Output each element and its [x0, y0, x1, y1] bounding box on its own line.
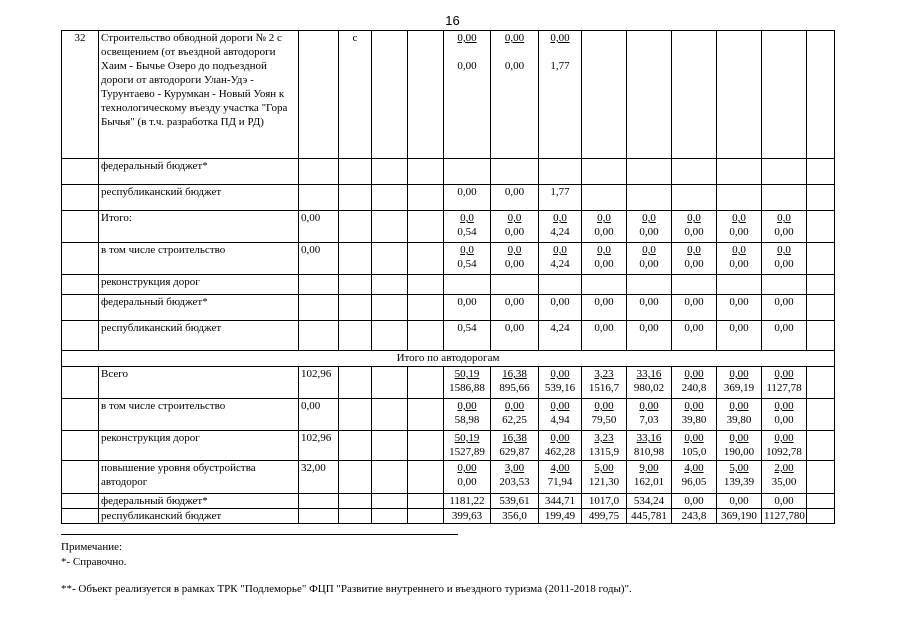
cell-empty — [62, 399, 99, 431]
value-cell: 0,00 105,0 — [672, 431, 717, 461]
cell-empty — [62, 509, 99, 524]
row-label: федеральный бюджет* — [99, 159, 299, 185]
cell-empty — [672, 275, 717, 295]
note-1: *- Справочно. — [61, 556, 127, 568]
cell-empty — [62, 295, 99, 321]
cell-empty — [339, 321, 372, 351]
value-cell: 0,0 0,00 — [582, 243, 627, 275]
value-cell: 0,00 1127,78 — [762, 367, 807, 399]
value-cell: 50,19 1527,89 — [444, 431, 491, 461]
row-label: в том числе строительство — [99, 399, 299, 431]
value-cell: 0,0 0,00 — [762, 243, 807, 275]
cell-empty — [717, 31, 762, 159]
note-2: **- Объект реализуется в рамках ТРК "Подлеморье" ФЦП "Развитие внутреннего и въездного туризма (2011-2018 годы)". — [61, 583, 632, 595]
cell-empty — [339, 367, 372, 399]
value-cell: 0,00 0,00 — [444, 461, 491, 494]
value-cell: 4,00 71,94 — [539, 461, 582, 494]
value-cell: 1181,22 — [444, 494, 491, 509]
value-cell: 369,190 — [717, 509, 762, 524]
cell-empty — [339, 159, 372, 185]
cell-empty — [807, 399, 835, 431]
cell-empty — [807, 431, 835, 461]
value-cell: 0,0 0,54 — [444, 211, 491, 243]
value-cell: 0,00 79,50 — [582, 399, 627, 431]
section-row — [62, 351, 835, 367]
cell-empty — [339, 509, 372, 524]
cell-empty — [539, 159, 582, 185]
value-cell: 0,0 0,54 — [444, 243, 491, 275]
cell-empty — [408, 431, 444, 461]
value-cell: 0,0 0,00 — [491, 211, 539, 243]
value-cell: 3,23 1315,9 — [582, 431, 627, 461]
value-cell: 344,71 — [539, 494, 582, 509]
value-cell: 0,00 — [672, 295, 717, 321]
cell-empty — [408, 494, 444, 509]
value-cell: 0,00 7,03 — [627, 399, 672, 431]
value-cell: 0,00 — [539, 295, 582, 321]
cell-empty — [807, 509, 835, 524]
cell-empty — [372, 461, 408, 494]
value-cell: 0,00 — [717, 494, 762, 509]
page-number: 16 — [445, 13, 460, 28]
value-cell: 0,00 — [672, 321, 717, 351]
value-cell: 0,0 0,00 — [672, 211, 717, 243]
cell-empty — [339, 211, 372, 243]
value-cell: 0,00 — [627, 321, 672, 351]
value-cell: 33,16 980,02 — [627, 367, 672, 399]
cell-empty — [582, 31, 627, 159]
value-cell: 0,00 — [627, 295, 672, 321]
budget-row — [62, 509, 835, 524]
value-cell: 0,00 — [672, 494, 717, 509]
value-cell: 0,0 0,00 — [627, 211, 672, 243]
cell-empty — [627, 185, 672, 211]
value-cell: 0,0 0,00 — [582, 211, 627, 243]
value-cell: 0,00 — [582, 295, 627, 321]
cell-empty — [672, 185, 717, 211]
total-value — [299, 185, 339, 211]
cell-empty — [372, 494, 408, 509]
cell-empty — [408, 399, 444, 431]
budget-row — [62, 243, 835, 275]
cell-empty — [582, 159, 627, 185]
value-cell: 0,00 1092,78 — [762, 431, 807, 461]
row-label: республиканский бюджет — [99, 185, 299, 211]
cell-empty — [807, 211, 835, 243]
cell-empty — [807, 367, 835, 399]
total-value — [299, 275, 339, 295]
row-label: в том числе строительство — [99, 243, 299, 275]
cell-empty — [62, 431, 99, 461]
value-cell: 0,00 369,19 — [717, 367, 762, 399]
cell-empty — [62, 243, 99, 275]
object-type-mark: с — [339, 31, 372, 159]
value-cell: 1017,0 — [582, 494, 627, 509]
cell-empty — [762, 159, 807, 185]
section-title: Итого по автодорогам — [62, 351, 835, 367]
cell-empty — [339, 399, 372, 431]
total-value: 102,96 — [299, 367, 339, 399]
cell-empty — [372, 399, 408, 431]
total-value: 32,00 — [299, 461, 339, 494]
total-value: 0,00 — [299, 399, 339, 431]
budget-row — [62, 399, 835, 431]
cell-empty — [372, 31, 408, 159]
value-cell: 0,00 62,25 — [491, 399, 539, 431]
value-cell: 4,24 — [539, 321, 582, 351]
value-cell: 0,00 58,98 — [444, 399, 491, 431]
value-cell: 0,00 — [582, 321, 627, 351]
row-label: реконструкция дорог — [99, 431, 299, 461]
value-cell: 33,16 810,98 — [627, 431, 672, 461]
cell-empty — [339, 295, 372, 321]
value-cell: 9,00 162,01 — [627, 461, 672, 494]
value-cell: 445,781 — [627, 509, 672, 524]
total-value — [299, 494, 339, 509]
budget-row — [62, 494, 835, 509]
cell-empty — [672, 159, 717, 185]
cell-empty — [408, 185, 444, 211]
cell-empty — [372, 185, 408, 211]
budget-table — [61, 30, 835, 524]
row-label: повышение уровня обустройства автодорог — [99, 461, 299, 494]
cell-empty — [762, 185, 807, 211]
budget-row — [62, 461, 835, 494]
cell-empty — [372, 509, 408, 524]
value-cell: 3,23 1516,7 — [582, 367, 627, 399]
cell-empty — [717, 275, 762, 295]
value-cell: 0,00 — [762, 321, 807, 351]
value-cell: 0,0 4,24 — [539, 211, 582, 243]
row-label: федеральный бюджет* — [99, 295, 299, 321]
value-cell: 5,00 139,39 — [717, 461, 762, 494]
value-cell: 0,0 0,00 — [717, 211, 762, 243]
value-cell: 0,0 0,00 — [672, 243, 717, 275]
cell-empty — [299, 31, 339, 159]
value-cell: 1,77 — [539, 185, 582, 211]
cell-empty — [408, 367, 444, 399]
total-value: 0,00 — [299, 243, 339, 275]
value-cell: 0,00 240,8 — [672, 367, 717, 399]
value-cell: 534,24 — [627, 494, 672, 509]
value-cell: 0,00 39,80 — [672, 399, 717, 431]
notes-divider — [61, 534, 458, 535]
budget-row — [62, 159, 835, 185]
value-cell: 399,63 — [444, 509, 491, 524]
cell-empty — [339, 275, 372, 295]
value-cell: 50,19 1586,88 — [444, 367, 491, 399]
value-cell: 5,00 121,30 — [582, 461, 627, 494]
value-cell: 0,00 0,00 — [491, 31, 539, 159]
budget-row — [62, 295, 835, 321]
value-cell: 0,0 0,00 — [627, 243, 672, 275]
value-cell: 0,00 — [491, 185, 539, 211]
total-value: 102,96 — [299, 431, 339, 461]
value-cell: 0,00 — [491, 295, 539, 321]
cell-empty — [62, 159, 99, 185]
value-cell: 3,00 203,53 — [491, 461, 539, 494]
cell-empty — [408, 159, 444, 185]
cell-empty — [807, 243, 835, 275]
value-cell: 539,61 — [491, 494, 539, 509]
row-label: Всего — [99, 367, 299, 399]
value-cell: 0,00 — [762, 494, 807, 509]
cell-empty — [444, 275, 491, 295]
cell-empty — [62, 367, 99, 399]
value-cell: 2,00 35,00 — [762, 461, 807, 494]
object-number: 32 — [62, 31, 99, 159]
value-cell: 0,00 — [444, 295, 491, 321]
cell-empty — [339, 431, 372, 461]
cell-empty — [627, 275, 672, 295]
row-label: реконструкция дорог — [99, 275, 299, 295]
value-cell: 16,38 895,66 — [491, 367, 539, 399]
value-cell: 243,8 — [672, 509, 717, 524]
cell-empty — [62, 275, 99, 295]
budget-row — [62, 321, 835, 351]
cell-empty — [627, 31, 672, 159]
row-label: Итого: — [99, 211, 299, 243]
value-cell: 0,00 462,28 — [539, 431, 582, 461]
value-cell: 499,75 — [582, 509, 627, 524]
cell-empty — [491, 275, 539, 295]
total-value: 0,00 — [299, 211, 339, 243]
value-cell: 199,49 — [539, 509, 582, 524]
row-label: республиканский бюджет — [99, 321, 299, 351]
value-cell: 0,00 190,00 — [717, 431, 762, 461]
cell-empty — [372, 295, 408, 321]
value-cell: 0,00 4,94 — [539, 399, 582, 431]
value-cell: 16,38 629,87 — [491, 431, 539, 461]
cell-empty — [762, 275, 807, 295]
budget-row — [62, 211, 835, 243]
value-cell: 0,0 0,00 — [717, 243, 762, 275]
cell-empty — [372, 321, 408, 351]
total-value — [299, 509, 339, 524]
cell-empty — [444, 159, 491, 185]
cell-empty — [372, 431, 408, 461]
value-cell: 0,00 1,77 — [539, 31, 582, 159]
cell-empty — [408, 509, 444, 524]
total-value — [299, 321, 339, 351]
cell-empty — [491, 159, 539, 185]
cell-empty — [62, 461, 99, 494]
cell-empty — [62, 494, 99, 509]
value-cell: 0,00 0,00 — [444, 31, 491, 159]
cell-empty — [582, 275, 627, 295]
row-label: федеральный бюджет* — [99, 494, 299, 509]
cell-empty — [372, 211, 408, 243]
cell-empty — [339, 461, 372, 494]
cell-empty — [807, 461, 835, 494]
object-name: Строительство обводной дороги № 2 с освещением (от въездной автодороги Хаим - Бычье Озеро до подъездной дороги от автодороги Улан-Удэ - Турунтаево - Курумкан - Новый Уоян к технологическому въезду участка "Гора Бычья" (в т.ч. разработка ПД и РД) — [99, 31, 299, 159]
cell-empty — [807, 159, 835, 185]
cell-empty — [807, 321, 835, 351]
budget-row — [62, 185, 835, 211]
cell-empty — [408, 211, 444, 243]
cell-empty — [807, 31, 835, 159]
cell-empty — [582, 185, 627, 211]
value-cell: 0,00 — [491, 321, 539, 351]
cell-empty — [339, 494, 372, 509]
cell-empty — [717, 185, 762, 211]
value-cell: 0,0 0,00 — [762, 211, 807, 243]
cell-empty — [717, 159, 762, 185]
value-cell: 0,00 0,00 — [762, 399, 807, 431]
budget-row — [62, 367, 835, 399]
value-cell: 356,0 — [491, 509, 539, 524]
budget-row — [62, 275, 835, 295]
value-cell: 0,54 — [444, 321, 491, 351]
cell-empty — [807, 275, 835, 295]
cell-empty — [672, 31, 717, 159]
cell-empty — [372, 367, 408, 399]
total-value — [299, 295, 339, 321]
value-cell: 0,00 — [717, 295, 762, 321]
cell-empty — [372, 243, 408, 275]
value-cell: 0,0 0,00 — [491, 243, 539, 275]
cell-empty — [339, 185, 372, 211]
cell-empty — [62, 185, 99, 211]
cell-empty — [372, 275, 408, 295]
notes-title: Примечание: — [61, 541, 123, 553]
cell-empty — [62, 321, 99, 351]
cell-empty — [339, 243, 372, 275]
cell-empty — [408, 321, 444, 351]
cell-empty — [408, 275, 444, 295]
cell-empty — [807, 494, 835, 509]
object-row — [62, 31, 835, 159]
value-cell: 0,00 — [444, 185, 491, 211]
cell-empty — [408, 243, 444, 275]
value-cell: 0,00 539,16 — [539, 367, 582, 399]
cell-empty — [408, 295, 444, 321]
cell-empty — [372, 159, 408, 185]
value-cell: 4,00 96,05 — [672, 461, 717, 494]
row-label: республиканский бюджет — [99, 509, 299, 524]
cell-empty — [807, 185, 835, 211]
cell-empty — [627, 159, 672, 185]
value-cell: 0,0 4,24 — [539, 243, 582, 275]
cell-empty — [62, 211, 99, 243]
cell-empty — [762, 31, 807, 159]
value-cell: 0,00 39,80 — [717, 399, 762, 431]
total-value — [299, 159, 339, 185]
value-cell: 0,00 — [717, 321, 762, 351]
value-cell: 1127,780 — [762, 509, 807, 524]
cell-empty — [408, 31, 444, 159]
budget-row — [62, 431, 835, 461]
value-cell: 0,00 — [762, 295, 807, 321]
cell-empty — [408, 461, 444, 494]
cell-empty — [539, 275, 582, 295]
cell-empty — [807, 295, 835, 321]
